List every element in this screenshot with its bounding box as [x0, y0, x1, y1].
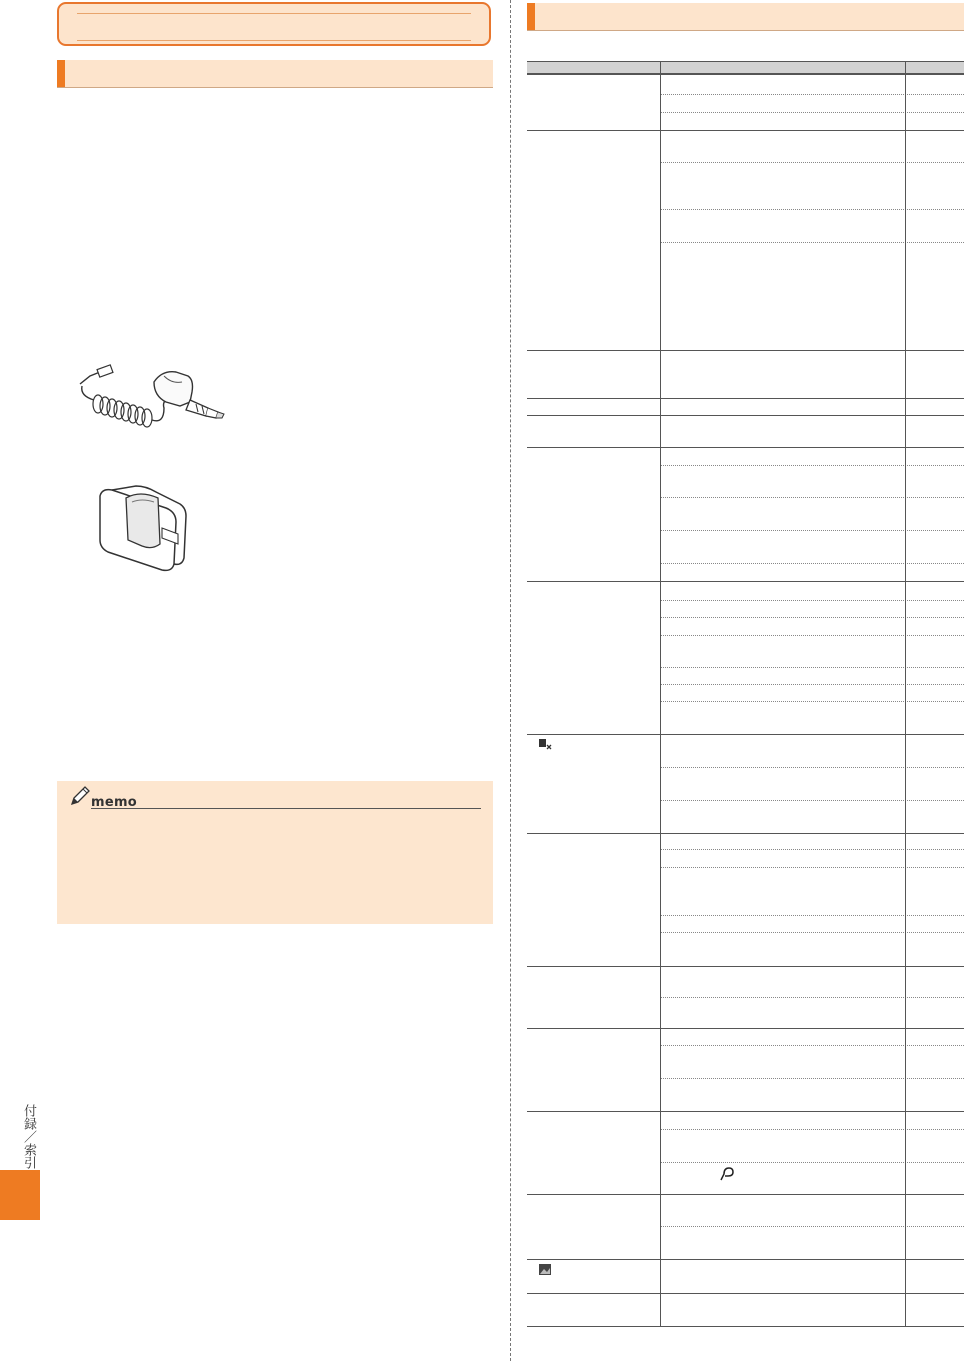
table-row-divider: [660, 849, 964, 850]
car-charger-illustration: [72, 362, 232, 442]
title-rule-top: [77, 13, 471, 14]
memo-rule: [91, 808, 481, 809]
table-rule: [527, 1028, 964, 1029]
table-rule: [527, 350, 964, 351]
side-tab-label: 付録／索引: [21, 1104, 36, 1169]
right-section-heading-bar: [527, 3, 964, 31]
memo-box: [57, 781, 493, 924]
table-rule: [527, 447, 964, 448]
picture-icon: [539, 1264, 552, 1276]
table-rule: [527, 1194, 964, 1195]
table-row-divider: [660, 997, 964, 998]
table-row-divider: [660, 617, 964, 618]
table-row-divider: [660, 635, 964, 636]
table-row-divider: [660, 767, 964, 768]
table-row-divider: [660, 162, 964, 163]
table-row-divider: [660, 667, 964, 668]
table-rule: [527, 1111, 964, 1112]
table-row-divider: [660, 112, 964, 113]
table-rule: [527, 833, 964, 834]
section-accent: [57, 60, 65, 87]
side-tab: [0, 1170, 40, 1220]
table-rule: [527, 1326, 964, 1327]
table-row-divider: [660, 684, 964, 685]
right-section-accent: [527, 3, 535, 30]
table-row-divider: [660, 1226, 964, 1227]
table-row-divider: [660, 1045, 964, 1046]
table-row-divider: [660, 1129, 964, 1130]
pencil-icon: [69, 785, 91, 807]
table-row-divider: [660, 1162, 964, 1163]
memo-label: memo: [91, 795, 138, 810]
table-row-divider: [660, 530, 964, 531]
table-rule: [527, 1259, 964, 1260]
image-error-icon: [539, 739, 553, 751]
specification-table: [527, 61, 964, 1331]
table-row-divider: [660, 209, 964, 210]
table-row-divider: [660, 563, 964, 564]
table-rule: [527, 581, 964, 582]
title-rule-bottom: [77, 40, 471, 41]
table-row-divider: [660, 465, 964, 466]
table-row-divider: [660, 497, 964, 498]
carrying-case-illustration: [96, 484, 191, 574]
table-row-divider: [660, 867, 964, 868]
column-divider: [510, 0, 511, 1361]
table-rule: [527, 130, 964, 131]
table-row-divider: [660, 600, 964, 601]
table-row-divider: [660, 94, 964, 95]
table-row-divider: [660, 242, 964, 243]
table-rule: [527, 734, 964, 735]
table-rule: [527, 398, 964, 399]
table-rule: [527, 415, 964, 416]
table-row-divider: [660, 1078, 964, 1079]
table-row-divider: [660, 800, 964, 801]
table-rule: [527, 74, 964, 75]
table-row-divider: [660, 932, 964, 933]
section-heading-bar: [57, 60, 493, 88]
table-row-divider: [660, 701, 964, 702]
table-column-rule: [660, 61, 661, 1327]
signal-icon: [718, 1166, 734, 1182]
table-rule: [527, 966, 964, 967]
chapter-title-box: [57, 2, 491, 46]
table-header-row: [527, 61, 964, 74]
table-rule: [527, 1293, 964, 1294]
table-row-divider: [660, 915, 964, 916]
table-column-rule: [905, 61, 906, 1327]
